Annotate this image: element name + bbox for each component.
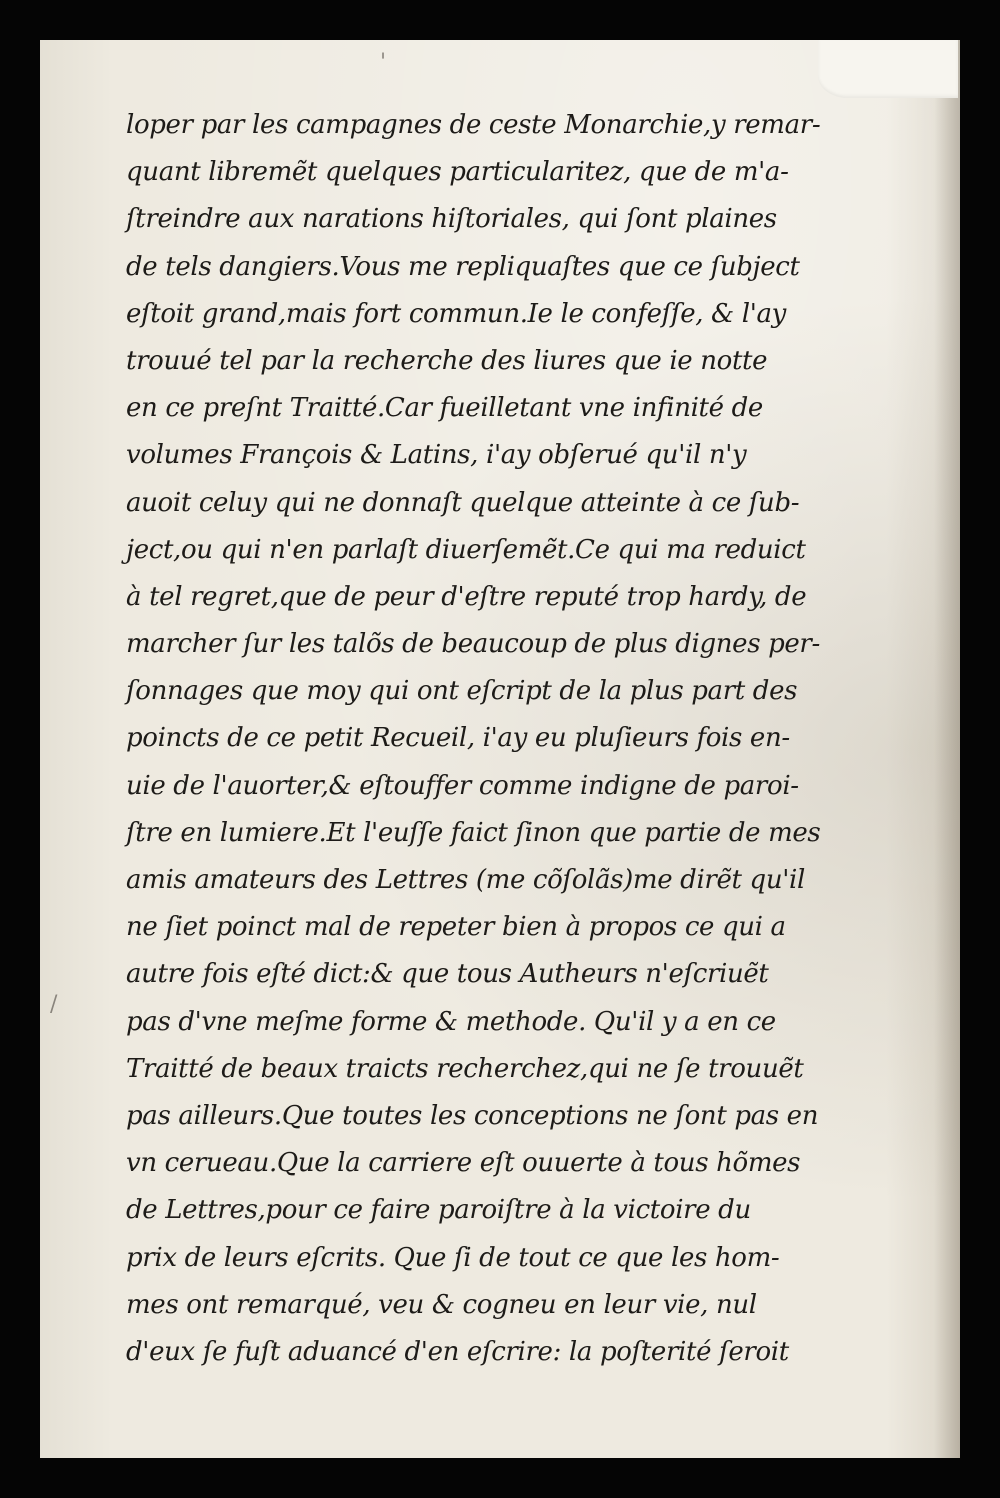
page-text [126, 102, 906, 1376]
paper-repair-patch [818, 40, 958, 98]
text-line: de tels dangiers.Vous me repliquaſtes que ce ſubject [126, 251, 800, 282]
text-line: uie de l'auorter,& eſtouffer comme indigne de paroi- [126, 770, 799, 801]
text-line: marcher ſur les talõs de beaucoup de plus dignes per- [126, 629, 820, 660]
text-line: pas d'vne meſme forme & methode. Qu'il y a en ce [126, 1006, 776, 1037]
text-line: autre fois eſté dict:& que tous Autheurs n'eſcriuẽt [126, 959, 769, 990]
text-line: loper par les campagnes de ceste Monarchie,y remar- [126, 110, 821, 140]
text-line: à tel regret,que de peur d'eſtre reputé trop hardy, de [126, 581, 807, 612]
text-line: d'eux ſe fuſt aduancé d'en eſcrire: la poſterité ſeroit [126, 1336, 789, 1367]
text-line: ſtreindre aux narations hiſtoriales, qui ſont plaines [126, 204, 777, 235]
ink-speck: ' [380, 50, 387, 75]
text-line: pas ailleurs.Que toutes les conceptions ne ſont pas en [126, 1100, 819, 1131]
text-line: auoit celuy qui ne donnaſt quelque atteinte à ce ſub- [126, 487, 800, 518]
text-line: en ce preſnt Traitté.Car fueilletant vne infinité de [126, 393, 763, 424]
text-line: eſtoit grand,mais fort commun.Ie le confeſſe, & l'ay [126, 298, 787, 329]
book-page [40, 40, 960, 1458]
text-line: ject,ou qui n'en parlaſt diuerſemẽt.Ce qui ma reduict [126, 534, 806, 565]
text-line: ſonnages que moy qui ont eſcript de la plus part des [126, 676, 798, 707]
text-line: quant libremẽt quelques particularitez, que de m'a- [126, 157, 789, 188]
text-line: ne ſiet poinct mal de repeter bien à propos ce qui a [126, 912, 786, 943]
text-line: volumes François & Latins, i'ay obſerué qu'il n'y [126, 440, 747, 471]
text-line: de Lettres,pour ce faire paroiſtre à la victoire du [126, 1195, 751, 1226]
text-line: ſtre en lumiere.Et l'euſſe faict ſinon que partie de mes [126, 817, 821, 848]
gutter-shadow [934, 40, 960, 1458]
text-line: mes ont remarqué, veu & cogneu en leur vie, nul [126, 1289, 757, 1320]
text-line: Traitté de beaux traicts recherchez,qui ne ſe trouuẽt [126, 1053, 804, 1084]
text-line: prix de leurs eſcrits. Que ſi de tout ce que les hom- [126, 1242, 780, 1273]
text-line: trouué tel par la recherche des liures que ie notte [126, 345, 768, 376]
text-line: vn cerueau.Que la carriere eſt ouuerte à tous hõmes [126, 1148, 801, 1179]
text-line: poincts de ce petit Recueil, i'ay eu pluſieurs fois en- [126, 723, 790, 754]
ink-speck: / [50, 992, 58, 1017]
text-line: amis amateurs des Lettres (me cõſolãs)me dirẽt qu'il [126, 865, 805, 895]
